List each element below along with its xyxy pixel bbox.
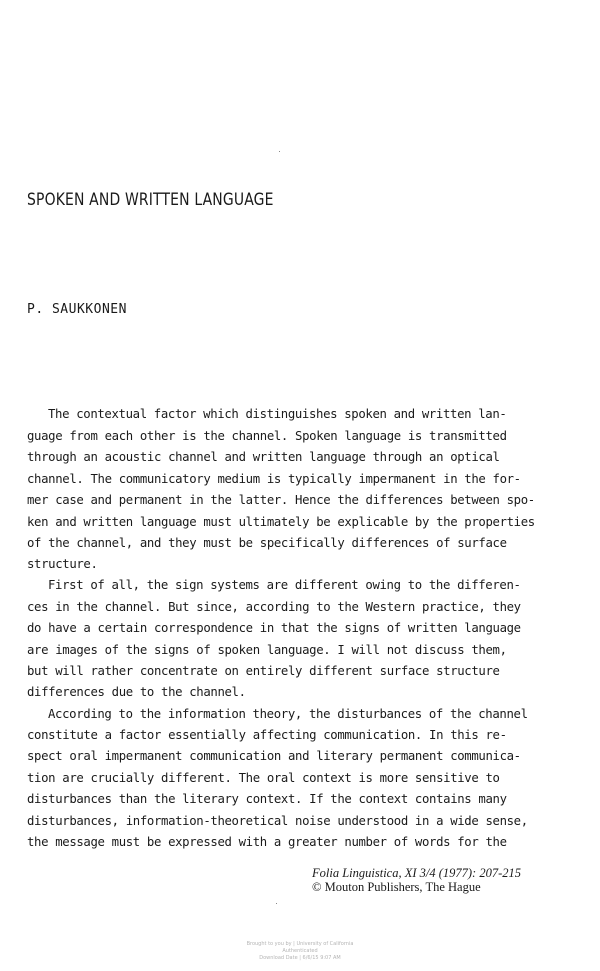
body-line: differences due to the channel. (27, 685, 246, 699)
access-watermark-line: Brought to you by | University of California (246, 941, 354, 947)
body-line: channel. The communicatory medium is typically impermanent in the for- (27, 472, 521, 486)
body-line: mer case and permanent in the latter. Hence the differences between spo- (27, 493, 535, 507)
body-line: tion are crucially different. The oral context is more sensitive to (27, 771, 500, 785)
body-line: guage from each other is the channel. Spoken language is transmitted (27, 429, 507, 443)
print-speck (279, 151, 280, 152)
body-line: The contextual factor which distinguishes spoken and written lan- (48, 407, 507, 421)
body-line: disturbances, information-theoretical noise understood in a wide sense, (27, 814, 528, 828)
body-line: constitute a factor essentially affecting communication. In this re- (27, 728, 507, 742)
body-line: do have a certain correspondence in that the signs of written language (27, 621, 521, 635)
access-watermark-line: Download Date | 6/6/15 9:07 AM (259, 955, 341, 961)
journal-citation: Folia Linguistica, XI 3/4 (1977): 207-215 (312, 866, 522, 880)
publisher-credit: © Mouton Publishers, The Hague (312, 880, 481, 894)
body-line: ces in the channel. But since, according to the Western practice, they (27, 600, 521, 614)
body-line: structure. (27, 557, 98, 571)
body-line: are images of the signs of spoken language. I will not discuss them, (27, 643, 507, 657)
body-line: the message must be expressed with a greater number of words for the (27, 835, 507, 849)
access-watermark-line: Authenticated (282, 948, 318, 954)
body-line: spect oral impermanent communication and literary permanent communica- (27, 749, 521, 763)
body-line: through an acoustic channel and written language through an optical (27, 450, 500, 464)
body-line: ken and written language must ultimately be explicable by the properties (27, 515, 535, 529)
body-line: but will rather concentrate on entirely different surface structure (27, 664, 500, 678)
body-line: disturbances than the literary context. If the context contains many (27, 792, 507, 806)
print-speck (276, 903, 277, 904)
body-line: First of all, the sign systems are different owing to the differen- (48, 578, 521, 592)
body-line: According to the information theory, the disturbances of the channel (48, 707, 528, 721)
article-title: SPOKEN AND WRITTEN LANGUAGE (27, 190, 274, 210)
body-line: of the channel, and they must be specifically differences of surface (27, 536, 507, 550)
article-author: P. SAUKKONEN (27, 302, 127, 317)
